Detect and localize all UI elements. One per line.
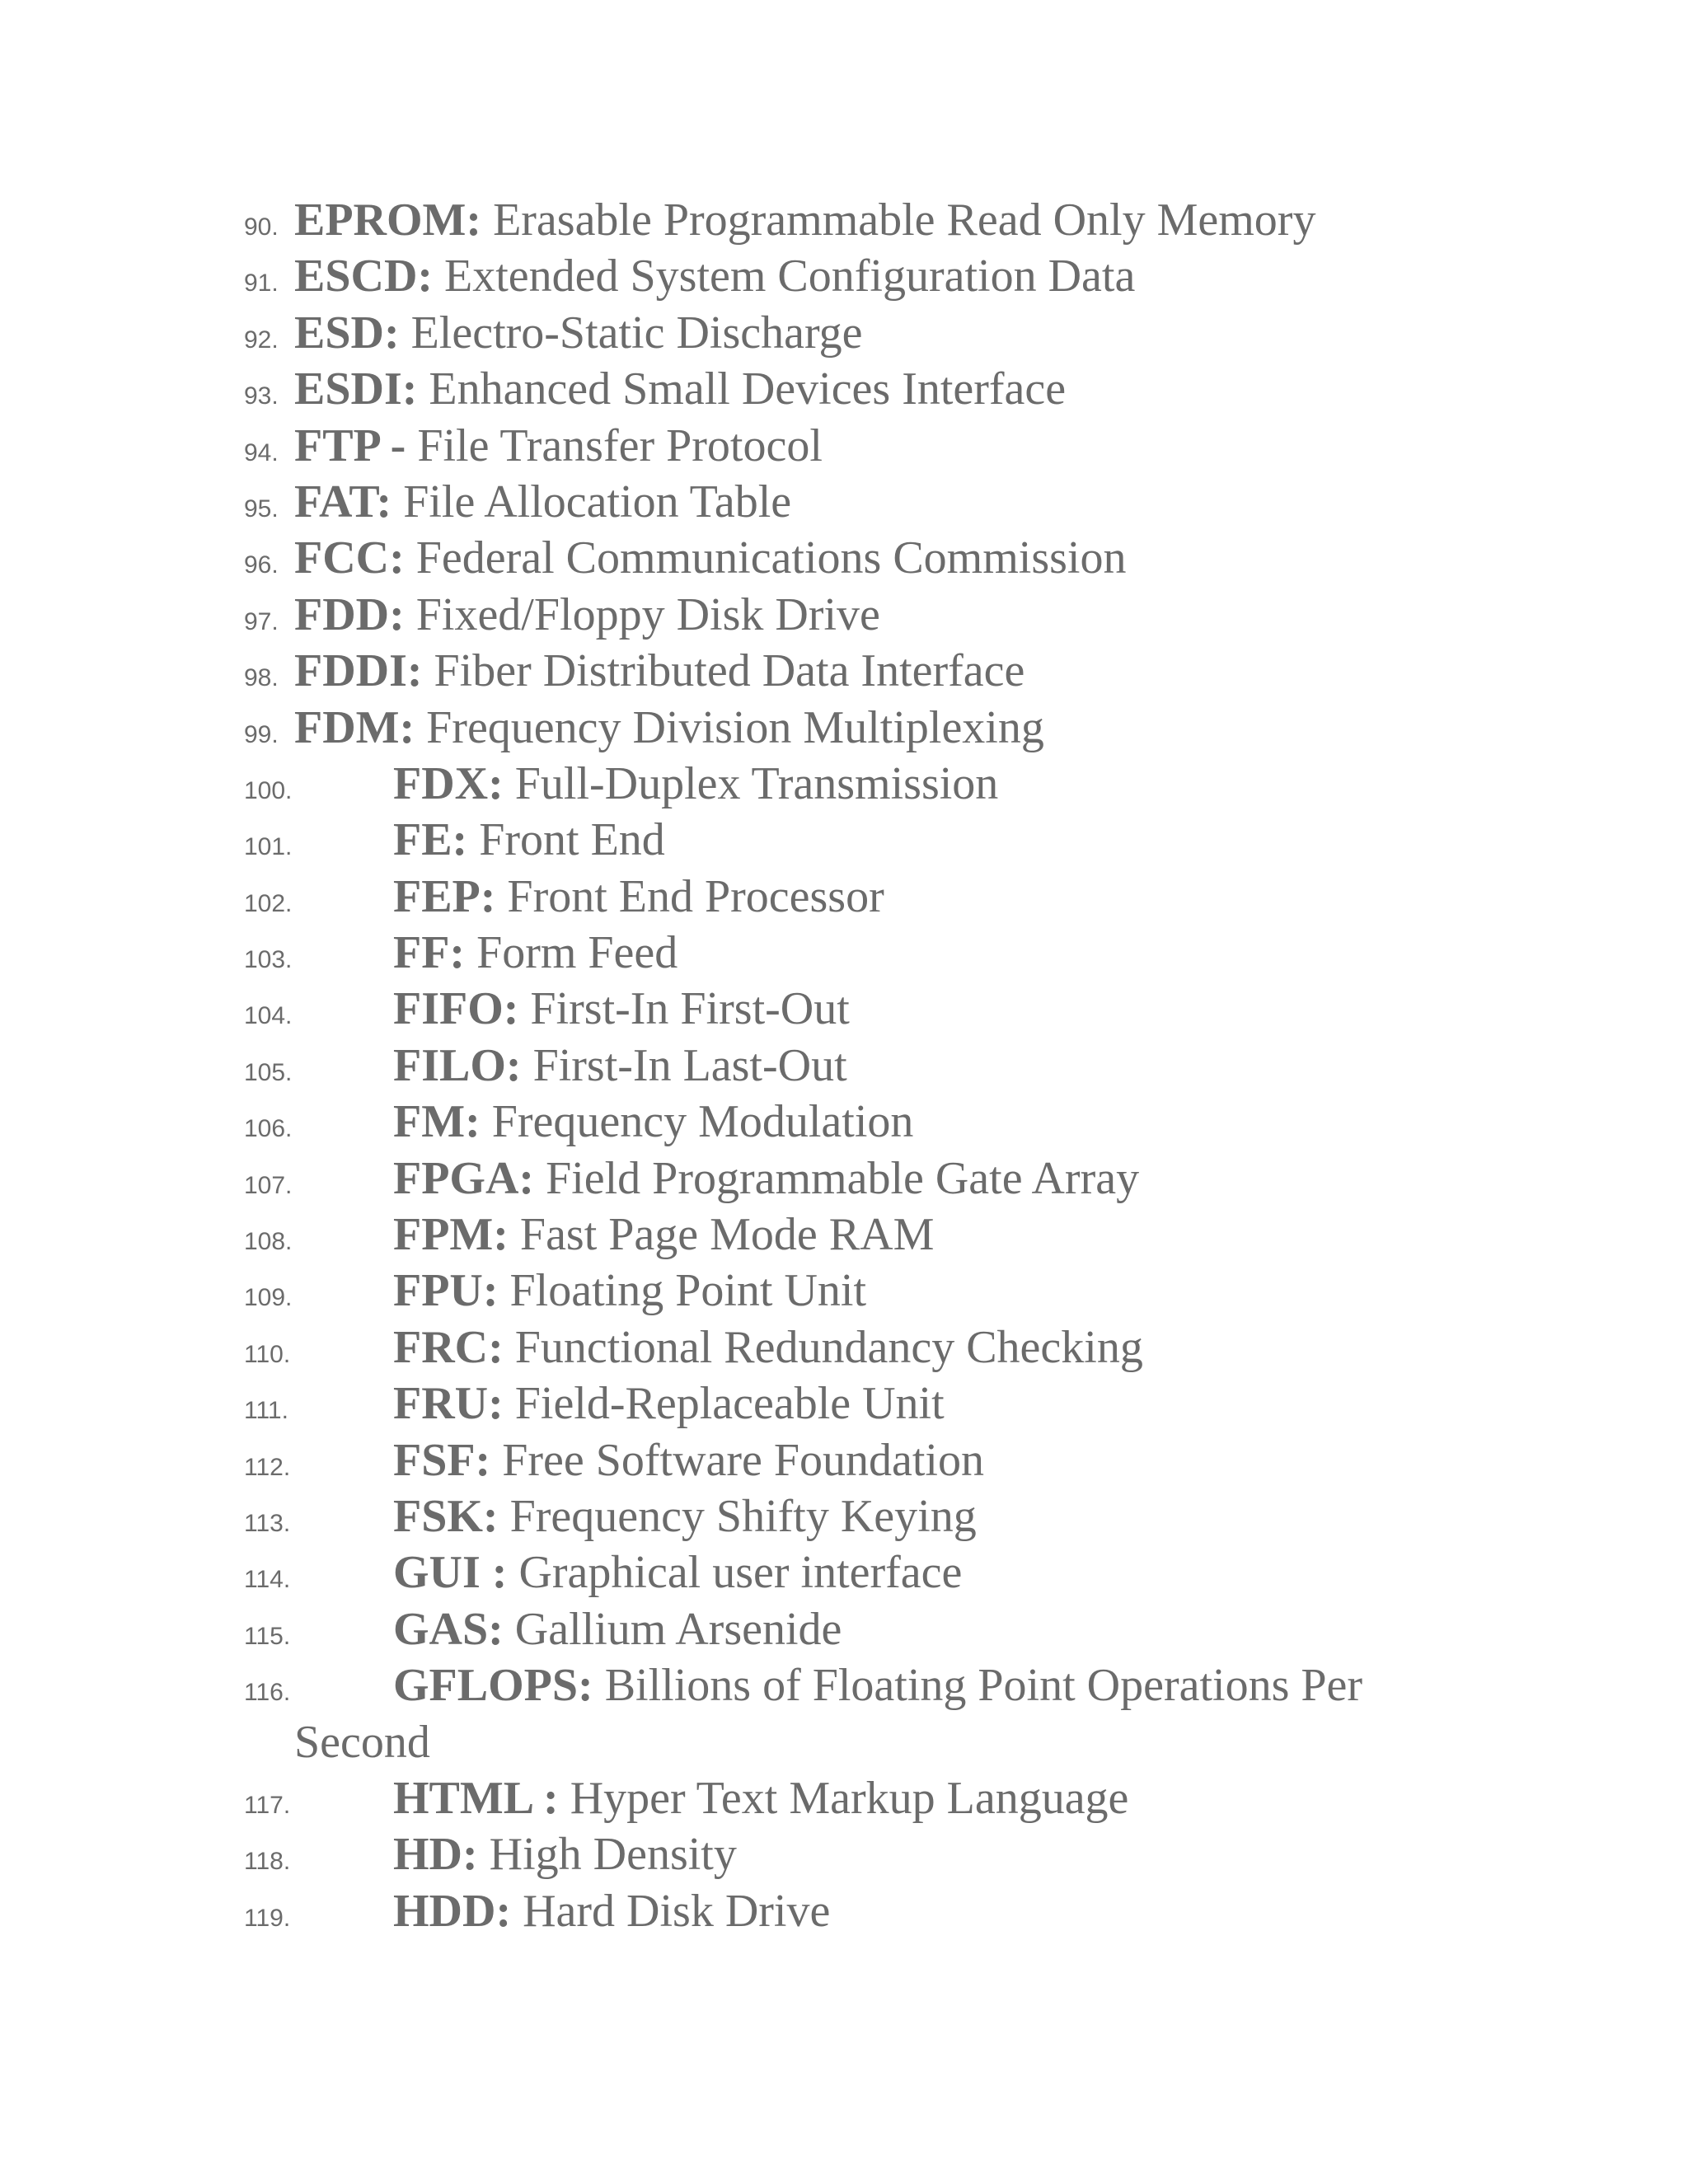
item-text — [294, 305, 1448, 361]
item-text — [393, 756, 1547, 812]
item-text — [393, 869, 1547, 925]
item-number: 97. — [244, 607, 279, 635]
item-text — [393, 1151, 1547, 1207]
list-item — [0, 869, 1688, 925]
item-text — [393, 1376, 1547, 1432]
list-item — [0, 1151, 1688, 1207]
item-text — [294, 1657, 1547, 1770]
item-number: 118. — [244, 1848, 291, 1876]
acronym-term: FDM: — [294, 701, 415, 753]
item-text — [393, 1207, 1547, 1263]
list-item — [0, 1207, 1688, 1263]
item-text — [393, 1883, 1547, 1939]
item-text — [393, 1601, 1547, 1657]
acronym-term: FRC: — [393, 1321, 504, 1373]
item-text — [393, 1770, 1547, 1826]
acronym-definition: Free Software Foundation — [490, 1434, 984, 1486]
acronym-definition: Fiber Distributed Data Interface — [422, 645, 1025, 697]
list-item — [0, 1319, 1688, 1376]
acronym-definition: Front End — [467, 814, 665, 866]
list-item — [0, 700, 1688, 756]
item-number: 111. — [244, 1397, 288, 1425]
acronym-term: EPROM: — [294, 194, 482, 246]
acronym-definition: Form Feed — [465, 927, 678, 979]
acronym-definition: Front End Processor — [495, 870, 884, 922]
acronym-definition: Fast Page Mode RAM — [508, 1209, 935, 1261]
acronym-term: FRU: — [393, 1378, 504, 1430]
item-text — [393, 1826, 1547, 1882]
acronym-definition: Federal Communications Commission — [404, 532, 1127, 584]
acronym-definition: Functional Redundancy Checking — [503, 1321, 1143, 1373]
item-text — [294, 192, 1448, 248]
acronym-term: FPU: — [393, 1265, 499, 1317]
acronym-definition: Extended System Configuration Data — [433, 251, 1136, 302]
acronym-term: GAS: — [393, 1603, 504, 1655]
item-number: 98. — [244, 664, 279, 692]
acronym-definition: Enhanced Small Devices Interface — [417, 363, 1067, 415]
acronym-term: FM: — [393, 1096, 481, 1148]
acronym-term: HTML : — [393, 1772, 559, 1824]
item-number: 95. — [244, 494, 279, 523]
item-text — [393, 812, 1547, 868]
acronym-definition-continued: Second — [294, 1716, 430, 1768]
item-text — [393, 981, 1547, 1037]
acronym-definition: First-In Last-Out — [521, 1039, 847, 1091]
item-number: 91. — [244, 269, 279, 298]
list-item — [0, 1432, 1688, 1488]
item-number: 92. — [244, 326, 279, 354]
acronym-definition: Graphical user interface — [507, 1547, 963, 1599]
acronym-definition: Frequency Shifty Keying — [498, 1490, 977, 1542]
list-item — [0, 418, 1688, 474]
list-item — [0, 1038, 1688, 1094]
acronym-definition: Hyper Text Markup Language — [558, 1772, 1129, 1824]
acronym-term: FCC: — [294, 532, 405, 584]
item-text — [294, 248, 1448, 304]
acronym-definition: Frequency Modulation — [480, 1096, 914, 1148]
acronym-term: HD: — [393, 1829, 478, 1881]
list-item — [0, 981, 1688, 1037]
item-text — [294, 530, 1448, 586]
list-item — [0, 1263, 1688, 1319]
item-number: 90. — [244, 213, 279, 241]
item-text — [393, 1038, 1547, 1094]
acronym-definition: High Density — [477, 1829, 737, 1881]
acronym-term: ESD: — [294, 307, 400, 359]
list-item — [0, 1826, 1688, 1882]
list-item — [0, 587, 1688, 643]
acronym-term: FILO: — [393, 1039, 522, 1091]
item-number: 119. — [244, 1904, 291, 1932]
acronym-term: ESCD: — [294, 251, 434, 302]
item-text — [294, 418, 1448, 474]
list-item — [0, 1883, 1688, 1939]
acronym-definition: Electro-Static Discharge — [399, 307, 863, 359]
acronym-definition: Billions of Floating Point Operations Per — [593, 1660, 1363, 1712]
item-number: 112. — [244, 1453, 291, 1481]
item-number: 99. — [244, 720, 279, 748]
item-number: 108. — [244, 1228, 293, 1256]
acronym-term: FSK: — [393, 1490, 499, 1542]
item-number: 105. — [244, 1058, 293, 1086]
item-text — [393, 1263, 1547, 1319]
item-text — [294, 643, 1448, 699]
item-number: 106. — [244, 1115, 293, 1143]
acronym-term: FDD: — [294, 588, 405, 640]
acronym-term: ESDI: — [294, 363, 418, 415]
item-number: 101. — [244, 833, 293, 861]
list-item — [0, 474, 1688, 530]
item-number: 114. — [244, 1566, 291, 1594]
acronym-term: FDDI: — [294, 645, 423, 697]
list-item — [0, 530, 1688, 586]
acronym-definition: File Transfer Protocol — [406, 419, 823, 471]
list-item — [0, 1770, 1688, 1826]
acronym-term: GUI : — [393, 1547, 508, 1599]
acronym-definition: Field Programmable Gate Array — [534, 1152, 1140, 1204]
item-text — [393, 925, 1547, 981]
acronym-term: FEP: — [393, 870, 496, 922]
list-item — [0, 756, 1688, 812]
acronym-definition: First-In First-Out — [518, 983, 850, 1035]
acronym-definition: File Allocation Table — [392, 476, 792, 527]
item-number: 107. — [244, 1171, 293, 1199]
item-number: 94. — [244, 438, 279, 466]
list-item — [0, 812, 1688, 868]
item-text — [393, 1544, 1547, 1601]
item-number: 115. — [244, 1622, 291, 1650]
item-number: 109. — [244, 1284, 293, 1312]
item-number: 96. — [244, 551, 279, 579]
item-text — [294, 361, 1448, 417]
list-item — [0, 1094, 1688, 1150]
acronym-definition: Full-Duplex Transmission — [503, 757, 999, 809]
item-text — [393, 1432, 1547, 1488]
item-number: 103. — [244, 946, 293, 974]
list-item — [0, 925, 1688, 981]
list-item — [0, 1488, 1688, 1544]
list-item — [0, 1376, 1688, 1432]
acronym-term: FF: — [393, 927, 466, 979]
item-number: 102. — [244, 889, 293, 917]
item-text — [294, 474, 1448, 530]
item-text — [294, 700, 1448, 756]
list-item — [0, 1544, 1688, 1601]
acronym-definition: Gallium Arsenide — [503, 1603, 842, 1655]
list-item — [0, 305, 1688, 361]
acronym-definition: Frequency Division Multiplexing — [415, 701, 1044, 753]
item-text — [393, 1094, 1547, 1150]
acronym-term: FAT: — [294, 476, 392, 527]
item-text — [393, 1488, 1547, 1544]
acronym-definition: Field-Replaceable Unit — [503, 1378, 945, 1430]
acronym-term: GFLOPS: — [393, 1660, 593, 1712]
item-number: 104. — [244, 1002, 293, 1030]
acronym-definition: Floating Point Unit — [498, 1265, 867, 1317]
item-number: 110. — [244, 1340, 291, 1368]
list-item — [0, 361, 1688, 417]
item-number: 93. — [244, 382, 279, 410]
acronym-definition: Erasable Programmable Read Only Memory — [481, 194, 1316, 246]
acronym-term: FTP - — [294, 419, 406, 471]
acronym-definition: Hard Disk Drive — [511, 1885, 831, 1937]
item-number: 117. — [244, 1791, 291, 1819]
acronym-term: HDD: — [393, 1885, 512, 1937]
item-number: 116. — [244, 1679, 291, 1707]
list-item — [0, 192, 1688, 248]
list-item — [0, 1601, 1688, 1657]
acronym-term: FIFO: — [393, 983, 519, 1035]
list-item — [0, 248, 1688, 304]
acronym-definition: Fixed/Floppy Disk Drive — [404, 588, 880, 640]
list-item — [0, 643, 1688, 699]
acronym-term: FDX: — [393, 757, 504, 809]
acronym-list — [0, 192, 1688, 1939]
item-number: 113. — [244, 1509, 291, 1537]
list-item — [0, 1657, 1688, 1770]
item-text — [393, 1319, 1547, 1376]
acronym-term: FPM: — [393, 1209, 509, 1261]
acronym-term: FPGA: — [393, 1152, 535, 1204]
item-number: 100. — [244, 776, 293, 804]
item-text — [294, 587, 1448, 643]
acronym-term: FSF: — [393, 1434, 491, 1486]
acronym-term: FE: — [393, 814, 468, 866]
